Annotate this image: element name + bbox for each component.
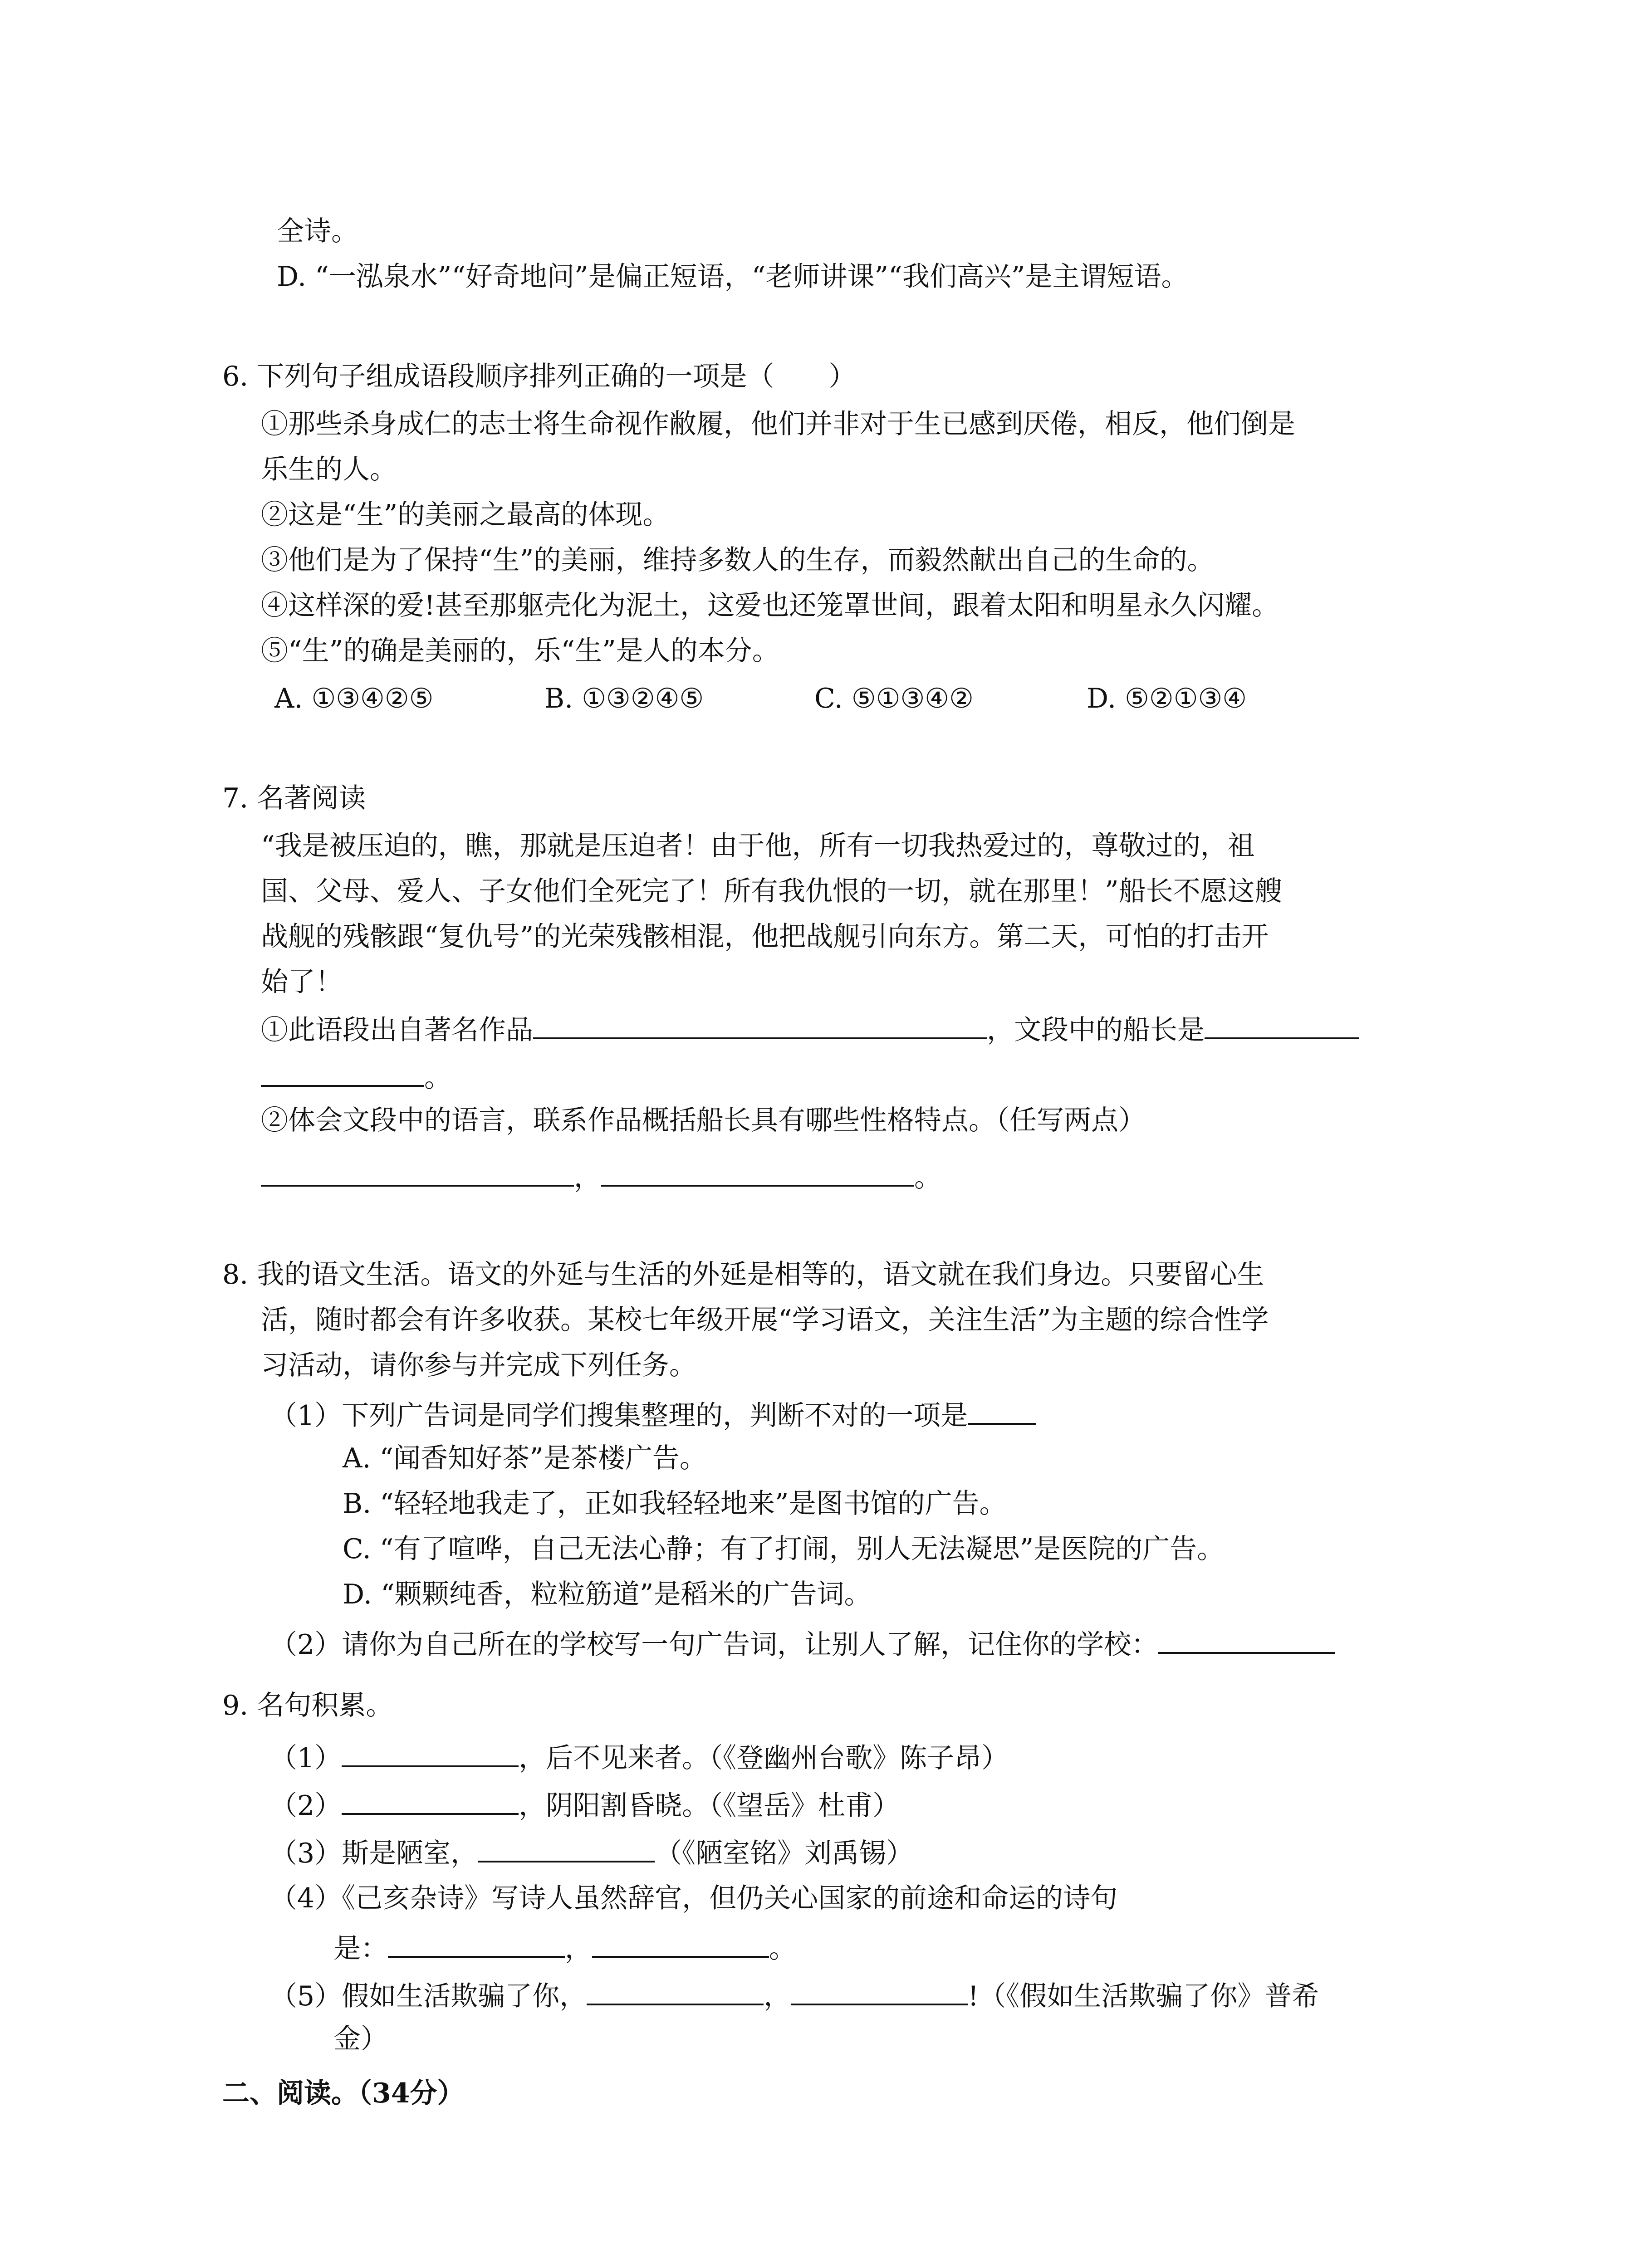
q9-blank-1[interactable] (342, 1737, 519, 1767)
q9-item-4-cont (333, 1928, 796, 1967)
q6-option-d: D. ⑤②①③④ (1087, 683, 1247, 714)
q8-option-a: A. “闻香知好茶”是茶楼广告。 (343, 1442, 707, 1474)
q6-sentence-1b: 乐生的人。 (261, 454, 397, 485)
q9-item-3 (270, 1833, 913, 1872)
q9-item-1-number: （1） (270, 1742, 342, 1774)
q6-sentence-1a: ①那些杀身成仁的志士将生命视作敝履，他们并非对于生已感到厌倦，相反，他们倒是 (261, 408, 1295, 440)
q8-sub2-text: （2）请你为自己所在的学校写一句广告词，让别人了解，记住你的学校： (270, 1629, 1159, 1661)
q9-item-5-cont: 金） (333, 2023, 388, 2055)
q9-item-4-comma: ， (565, 1933, 592, 1965)
q9-item-1 (270, 1737, 1009, 1776)
q9-blank-4b[interactable] (592, 1928, 769, 1958)
q9-item-4: （4）《己亥杂诗》写诗人虽然辞官，但仍关心国家的前途和命运的诗句 (270, 1882, 1118, 1914)
q9-item-4-period: 。 (769, 1933, 796, 1965)
q6-option-b: B. ①③②④⑤ (544, 683, 704, 714)
q9-item-1-text: ，后不见来者。（《登幽州台歌》陈子昂） (519, 1742, 1009, 1774)
q7-captain-blank-b[interactable] (261, 1057, 424, 1087)
q8-option-c: C. “有了喧哗，自己无法心静；有了打闹，别人无法凝思”是医院的广告。 (343, 1533, 1225, 1565)
q6-option-a: A. ①③④②⑤ (274, 683, 434, 714)
q9-stem: 9. 名句积累。 (222, 1690, 393, 1721)
q8-sub1-text: （1）下列广告词是同学们搜集整理的，判断不对的一项是 (270, 1400, 968, 1432)
q8-sub1-blank[interactable] (968, 1395, 1036, 1425)
q7-passage-line-3: 战舰的残骸跟“复仇号”的光荣残骸相混，他把战舰引向东方。第二天，可怕的打击开 (261, 921, 1269, 953)
q5-option-d: D. “一泓泉水”“好奇地问”是偏正短语，“老师讲课”“我们高兴”是主谓短语。 (277, 261, 1189, 293)
q9-blank-2[interactable] (342, 1785, 519, 1815)
q8-stem-line-1: 8. 我的语文生活。语文的外延与生活的外延是相等的，语文就在我们身边。只要留心生 (222, 1259, 1264, 1290)
q9-item-5-text-b: !（《假如生活欺骗了你》普希 (968, 1980, 1319, 2012)
q7-trait-blank-1[interactable] (261, 1157, 574, 1187)
q9-item-3-text-a: （3）斯是陋室， (270, 1838, 478, 1869)
q6-sentence-2: ②这是“生”的美丽之最高的体现。 (261, 499, 670, 531)
q7-passage-line-1: “我是被压迫的，瞧，那就是压迫者！由于他，所有一切我热爱过的，尊敬过的，祖 (261, 830, 1255, 862)
q7-sub1-period: 。 (424, 1062, 451, 1094)
q9-item-2-text: ，阴阳割昏晓。（《望岳》杜甫） (519, 1790, 900, 1822)
q8-stem-line-2: 活，随时都会有许多收获。某校七年级开展“学习语文，关注生活”为主题的综合性学 (261, 1304, 1269, 1336)
q7-sub2: ②体会文段中的语言，联系作品概括船长具有哪些性格特点。（任写两点） (261, 1105, 1146, 1136)
q9-item-5-text-a: （5）假如生活欺骗了你， (270, 1980, 587, 2012)
q9-blank-5b[interactable] (791, 1975, 968, 2005)
q8-stem-line-3: 习活动，请你参与并完成下列任务。 (261, 1349, 696, 1381)
q7-passage-line-2: 国、父母、爱人、子女他们全死完了！所有我仇恨的一切，就在那里！”船长不愿这艘 (261, 875, 1282, 907)
q9-item-3-text-b: （《陋室铭》刘禹锡） (655, 1838, 914, 1869)
q5-continuation: 全诗。 (277, 215, 358, 247)
q7-trait-blank-2[interactable] (601, 1157, 914, 1187)
q7-sub1-text-b: ，文段中的船长是 (987, 1014, 1205, 1046)
q7-passage-line-4: 始了！ (261, 966, 343, 998)
q6-sentence-3: ③他们是为了保持“生”的美丽，维持多数人的生存，而毅然献出自己的生命的。 (261, 544, 1215, 576)
q7-sub1-text-a: ①此语段出自著名作品 (261, 1014, 533, 1046)
q8-sub1 (270, 1395, 1036, 1434)
q8-slogan-blank[interactable] (1158, 1624, 1335, 1654)
q8-sub2 (270, 1624, 1335, 1663)
q8-option-d: D. “颗颗纯香，粒粒筋道”是稻米的广告词。 (343, 1579, 872, 1610)
q9-blank-4a[interactable] (388, 1928, 565, 1958)
q9-item-5-comma: ， (764, 1980, 791, 2012)
q7-work-title-blank[interactable] (533, 1009, 987, 1039)
section-2-heading: 二、阅读。（34分） (222, 2077, 465, 2109)
q7-sub1-cont (261, 1057, 451, 1096)
q6-sentence-4: ④这样深的爱!甚至那躯壳化为泥土，这爱也还笼罩世间，跟着太阳和明星永久闪耀。 (261, 590, 1279, 621)
q9-item-4-label: 是： (333, 1933, 388, 1965)
q6-stem: 6. 下列句子组成语段顺序排列正确的一项是（ ） (222, 361, 856, 392)
q7-stem: 7. 名著阅读 (222, 782, 366, 814)
q8-option-b: B. “轻轻地我走了，正如我轻轻地来”是图书馆的广告。 (343, 1488, 1007, 1520)
q7-period: 。 (914, 1162, 941, 1193)
q9-item-2-number: （2） (270, 1790, 342, 1822)
q9-blank-5a[interactable] (587, 1975, 764, 2005)
q7-comma: ， (574, 1162, 601, 1193)
q6-option-c: C. ⑤①③④② (814, 683, 974, 714)
q9-blank-3[interactable] (478, 1833, 655, 1862)
q9-item-5 (270, 1975, 1319, 2014)
q7-sub1 (261, 1009, 1359, 1048)
q9-item-2 (270, 1785, 900, 1824)
q6-sentence-5: ⑤“生”的确是美丽的，乐“生”是人的本分。 (261, 635, 779, 667)
q7-captain-blank-a[interactable] (1205, 1009, 1359, 1039)
q7-sub2-answers (261, 1157, 941, 1196)
